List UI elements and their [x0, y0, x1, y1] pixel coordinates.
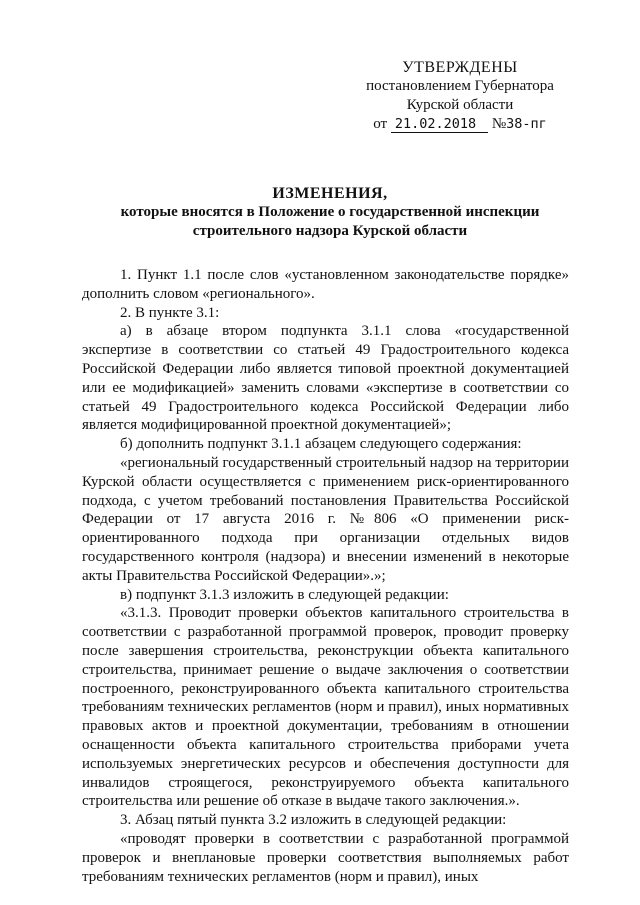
paragraph: «региональный государственный строительный надзор на территории Курской области осуществляется с применением риск-ориентированного подхода, с учетом требований постановления Правительства Российской Федерации от 17 августа 2016 г. №806 «О применении риск-ориентированного подхода при организации отдельных видов государственного контроля (надзора) и внесении изменений в некоторые акты Правительства Российской Федерации».»; — [82, 454, 569, 584]
approval-number: 38-пг — [506, 116, 547, 132]
number-prefix: № — [491, 116, 507, 132]
paragraph: б) дополнить подпункт 3.1.1 абзацем следующего содержания: — [120, 436, 522, 453]
approval-line-2: Курской области — [406, 97, 514, 113]
approval-date-line — [360, 115, 560, 134]
document-body — [82, 266, 569, 886]
paragraph: а) в абзаце втором подпункта 3.1.1 слова «государственной экспертизе в соответствии со статьей 49 Градостроительного кодекса Российской Федерации либо является типовой проектной документацией или ее модификацией» заменить словами «экспертизе в соответствии со статьей 49 Градостроительного кодекса Российской Федерации либо является модифицированной проектной документацией»; — [82, 323, 569, 434]
paragraph: 3. Абзац пятый пункта 3.2 изложить в следующей редакции: — [120, 812, 507, 829]
document-title-block — [110, 184, 550, 241]
document-title: ИЗМЕНЕНИЯ, — [272, 185, 388, 202]
approval-date: 21.02.2018 — [391, 116, 488, 133]
paragraph: 2. В пункте 3.1: — [120, 304, 220, 321]
paragraph: «проводят проверки в соответствии с разработанной программой проверок и внеплановые проверки соответствия выполняемых работ требованиям технических регламентов (норм и правил), иных — [82, 830, 569, 885]
document-subtitle-line-2: строительного надзора Курской области — [192, 223, 468, 239]
approval-heading: УТВЕРЖДЕНЫ — [402, 59, 518, 76]
document-subtitle-line-1: которые вносятся в Положение о государственной инспекции — [120, 204, 540, 220]
approval-line-1: постановлением Губернатора — [366, 78, 554, 94]
paragraph: в) подпункт 3.1.3 изложить в следующей редакции: — [120, 586, 449, 603]
paragraph: «3.1.3. Проводит проверки объектов капитального строительства в соответствии с разработанной программой проверок, проводит проверку после завершения строительства, реконструкции объекта капитального строительства, принимает решение о выдаче заключения о соответствии построенного, реконструированного объекта капитального строительства требованиям технических регламентов (норм и правил), иных нормативных правовых актов и проектной документации, требованиям в отношении оснащенности объекта капитального строительства приборами учета используемых энергетических ресурсов и обеспечения доступности для инвалидов строящегося, реконструируемого объекта капитального строительства или решение об отказе в выдаче такого заключения.». — [82, 605, 569, 810]
approval-stamp — [360, 58, 560, 134]
paragraph: 1. Пункт 1.1 после слов «установленном законодательстве порядке» дополнить словом «регионального». — [82, 267, 569, 302]
date-prefix: от — [373, 116, 388, 132]
